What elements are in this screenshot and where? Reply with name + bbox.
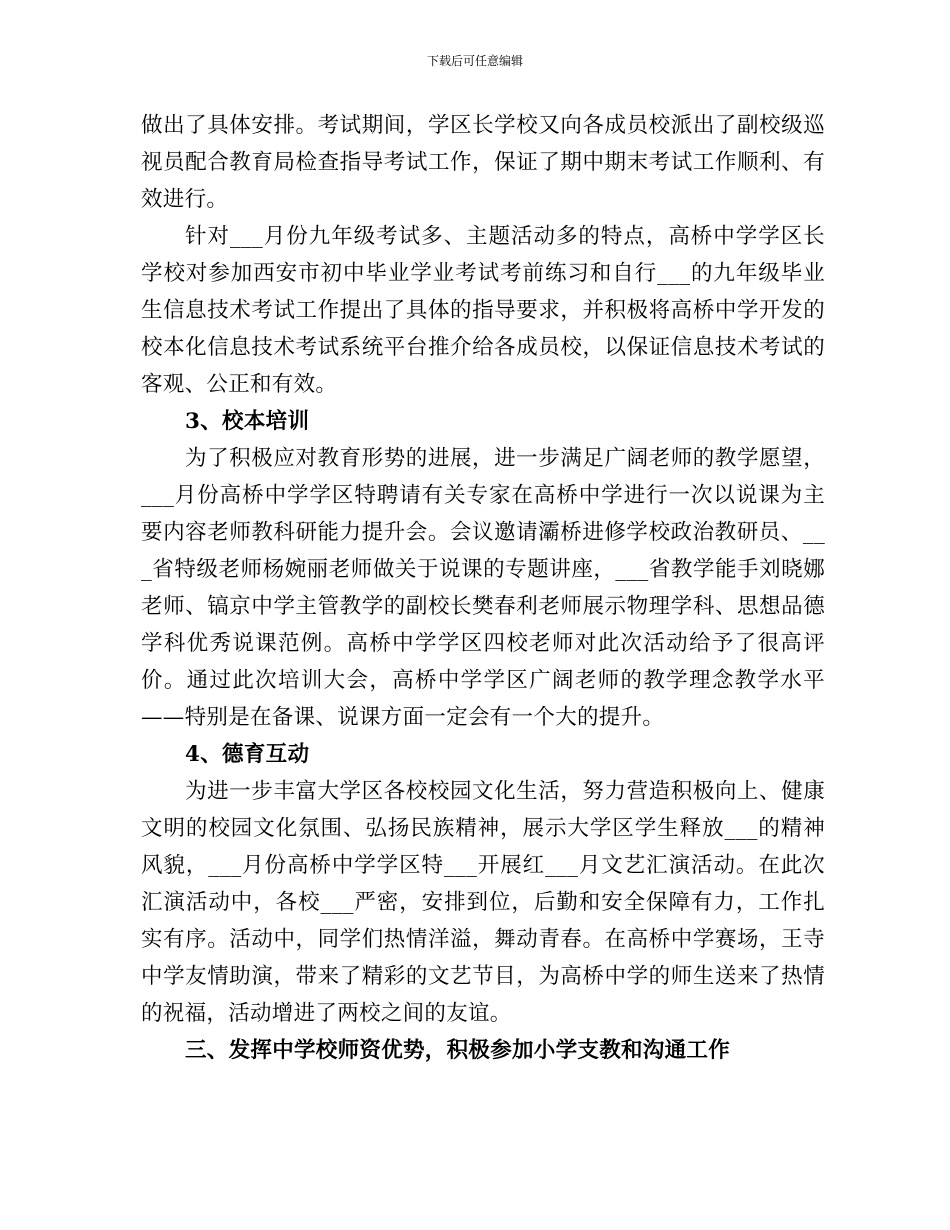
section-heading-moral-education: 4、德育互动: [185, 742, 310, 767]
paragraph-exam-arrangement: 做出了具体安排。考试期间，学区长学校又向各成员校派出了副校级巡视员配合教育局检查指导考试工作，保证了期中期末考试工作顺利、有效进行。: [141, 113, 825, 212]
document-body: [141, 107, 825, 1069]
paragraph-moral-education: 为进一步丰富大学区各校校园文化生活，努力营造积极向上、健康文明的校园文化氛围、弘扬民族精神，展示大学区学生释放___的精神风貌，___月份高桥中学学区特___开展红___月文艺汇演活动。在此次汇演活动中，各校___严密，安排到位，后勤和安全保障有力，工作扎实有序。活动中，同学们热情洋溢，舞动青春。在高桥中学赛场，王寺中学友情助演，带来了精彩的文艺节目，为高桥中学的师生送来了热情的祝福，活动增进了两校之间的友谊。: [141, 779, 825, 1026]
paragraph-training: 为了积极应对教育形势的进展，进一步满足广阔老师的教学愿望，___月份高桥中学学区特聘请有关专家在高桥中学进行一次以说课为主要内容老师教科研能力提升会。会议邀请灞桥进修学校政治教研员、___省特级老师杨婉丽老师做关于说课的专题讲座，___省教学能手刘晓娜老师、镐京中学主管教学的副校长樊春利老师展示物理学科、思想品德学科优秀说课范例。高桥中学学区四校老师对此次活动给予了很高评价。通过此次培训大会，高桥中学学区广阔老师的教学理念教学水平——特别是在备课、说课方面一定会有一个大的提升。: [141, 446, 825, 730]
section-heading-school-training: 3、校本培训: [185, 409, 310, 434]
page-header-note: 下载后可任意编辑: [426, 54, 523, 68]
section-heading-teacher-support: 三、发挥中学校师资优势，积极参加小学支教和沟通工作: [185, 1038, 731, 1063]
paragraph-grade9-exams: 针对___月份九年级考试多、主题活动多的特点，高桥中学学区长学校对参加西安市初中毕业学业考试考前练习和自行___的九年级毕业生信息技术考试工作提出了具体的指导要求，并积极将高桥中学开发的校本化信息技术考试系统平台推介给各成员校，以保证信息技术考试的客观、公正和有效。: [141, 224, 825, 397]
